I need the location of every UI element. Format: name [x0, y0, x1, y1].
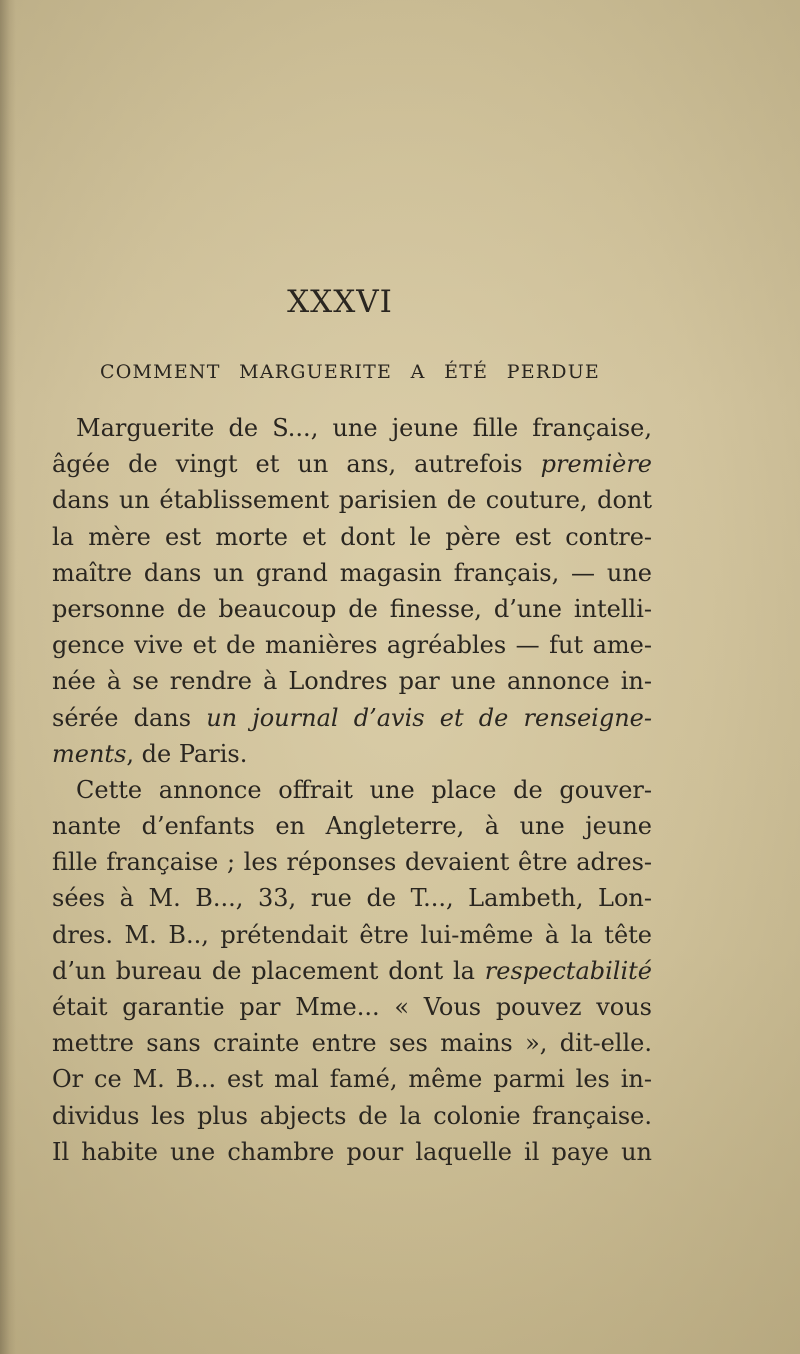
text-line: [52, 1025, 652, 1061]
chapter-number: XXXVI: [287, 284, 393, 320]
text-line: [52, 917, 652, 953]
text-line: [52, 736, 652, 772]
text-line: [52, 772, 652, 808]
line-text: la mère est morte et dont le père est contre-: [52, 522, 652, 551]
line-italic: respectabilité: [484, 956, 652, 985]
line-italic: première: [540, 450, 652, 479]
body-text: [52, 410, 652, 1170]
line-text: sérée dans: [52, 703, 207, 732]
line-text: fille française ; les réponses devaient être adres-: [52, 848, 652, 877]
text-line: [52, 808, 652, 844]
text-line: [52, 591, 652, 627]
text-line: [52, 989, 652, 1025]
line-text: dividus les plus abjects de la colonie française.: [52, 1101, 652, 1130]
line-text: gence vive et de manières agréables — fut ame-: [52, 631, 652, 660]
text-line: [52, 519, 652, 555]
line-text: était garantie par Mme... « Vous pouvez vous: [52, 993, 652, 1021]
text-line: [52, 663, 652, 699]
line-text: nante d’enfants en Angleterre, à une jeune: [52, 812, 652, 841]
text-line: [52, 1134, 652, 1170]
text-line: [52, 627, 652, 663]
line-text: mettre sans crainte entre ses mains », dit-elle.: [52, 1029, 652, 1058]
line-text: née à se rendre à Londres par une annonce in-: [52, 667, 652, 696]
text-line: [52, 700, 652, 736]
text-line: [52, 844, 652, 880]
line-text: maître dans un grand magasin français, — une: [52, 558, 652, 587]
text-line: [52, 555, 652, 591]
text-line: [52, 482, 652, 518]
line-text: Marguerite de S..., une jeune fille française,: [76, 414, 652, 442]
line-text: dans un établissement parisien de couture, dont: [52, 486, 652, 515]
line-text: Il habite une chambre pour laquelle il paye un: [52, 1137, 652, 1166]
line-text: , de Paris.: [126, 739, 248, 768]
line-italic: ments: [52, 739, 127, 768]
line-italic: un journal d’avis et de renseigne-: [206, 703, 652, 732]
line-text: dres. M. B.., prétendait être lui-même à la tête: [52, 920, 652, 949]
text-line: [52, 1098, 652, 1134]
line-text: âgée de vingt et un ans, autrefois: [52, 450, 541, 479]
line-text: sées à M. B..., 33, rue de T..., Lambeth, Lon-: [52, 884, 652, 913]
line-text: Or ce M. B... est mal famé, même parmi les in-: [52, 1065, 652, 1094]
text-line: [52, 1061, 652, 1097]
page-binding-shadow: [0, 0, 16, 1354]
text-line: [52, 953, 652, 989]
chapter-title: COMMENT MARGUERITE A ÉTÉ PERDUE: [100, 361, 600, 383]
text-line: [52, 410, 652, 446]
line-text: d’un bureau de placement dont la: [52, 956, 485, 985]
line-text: Cette annonce offrait une place de gouver-: [76, 775, 652, 804]
text-line: [52, 446, 652, 482]
line-text: personne de beaucoup de finesse, d’une intelli-: [52, 594, 652, 623]
text-line: [52, 880, 652, 916]
